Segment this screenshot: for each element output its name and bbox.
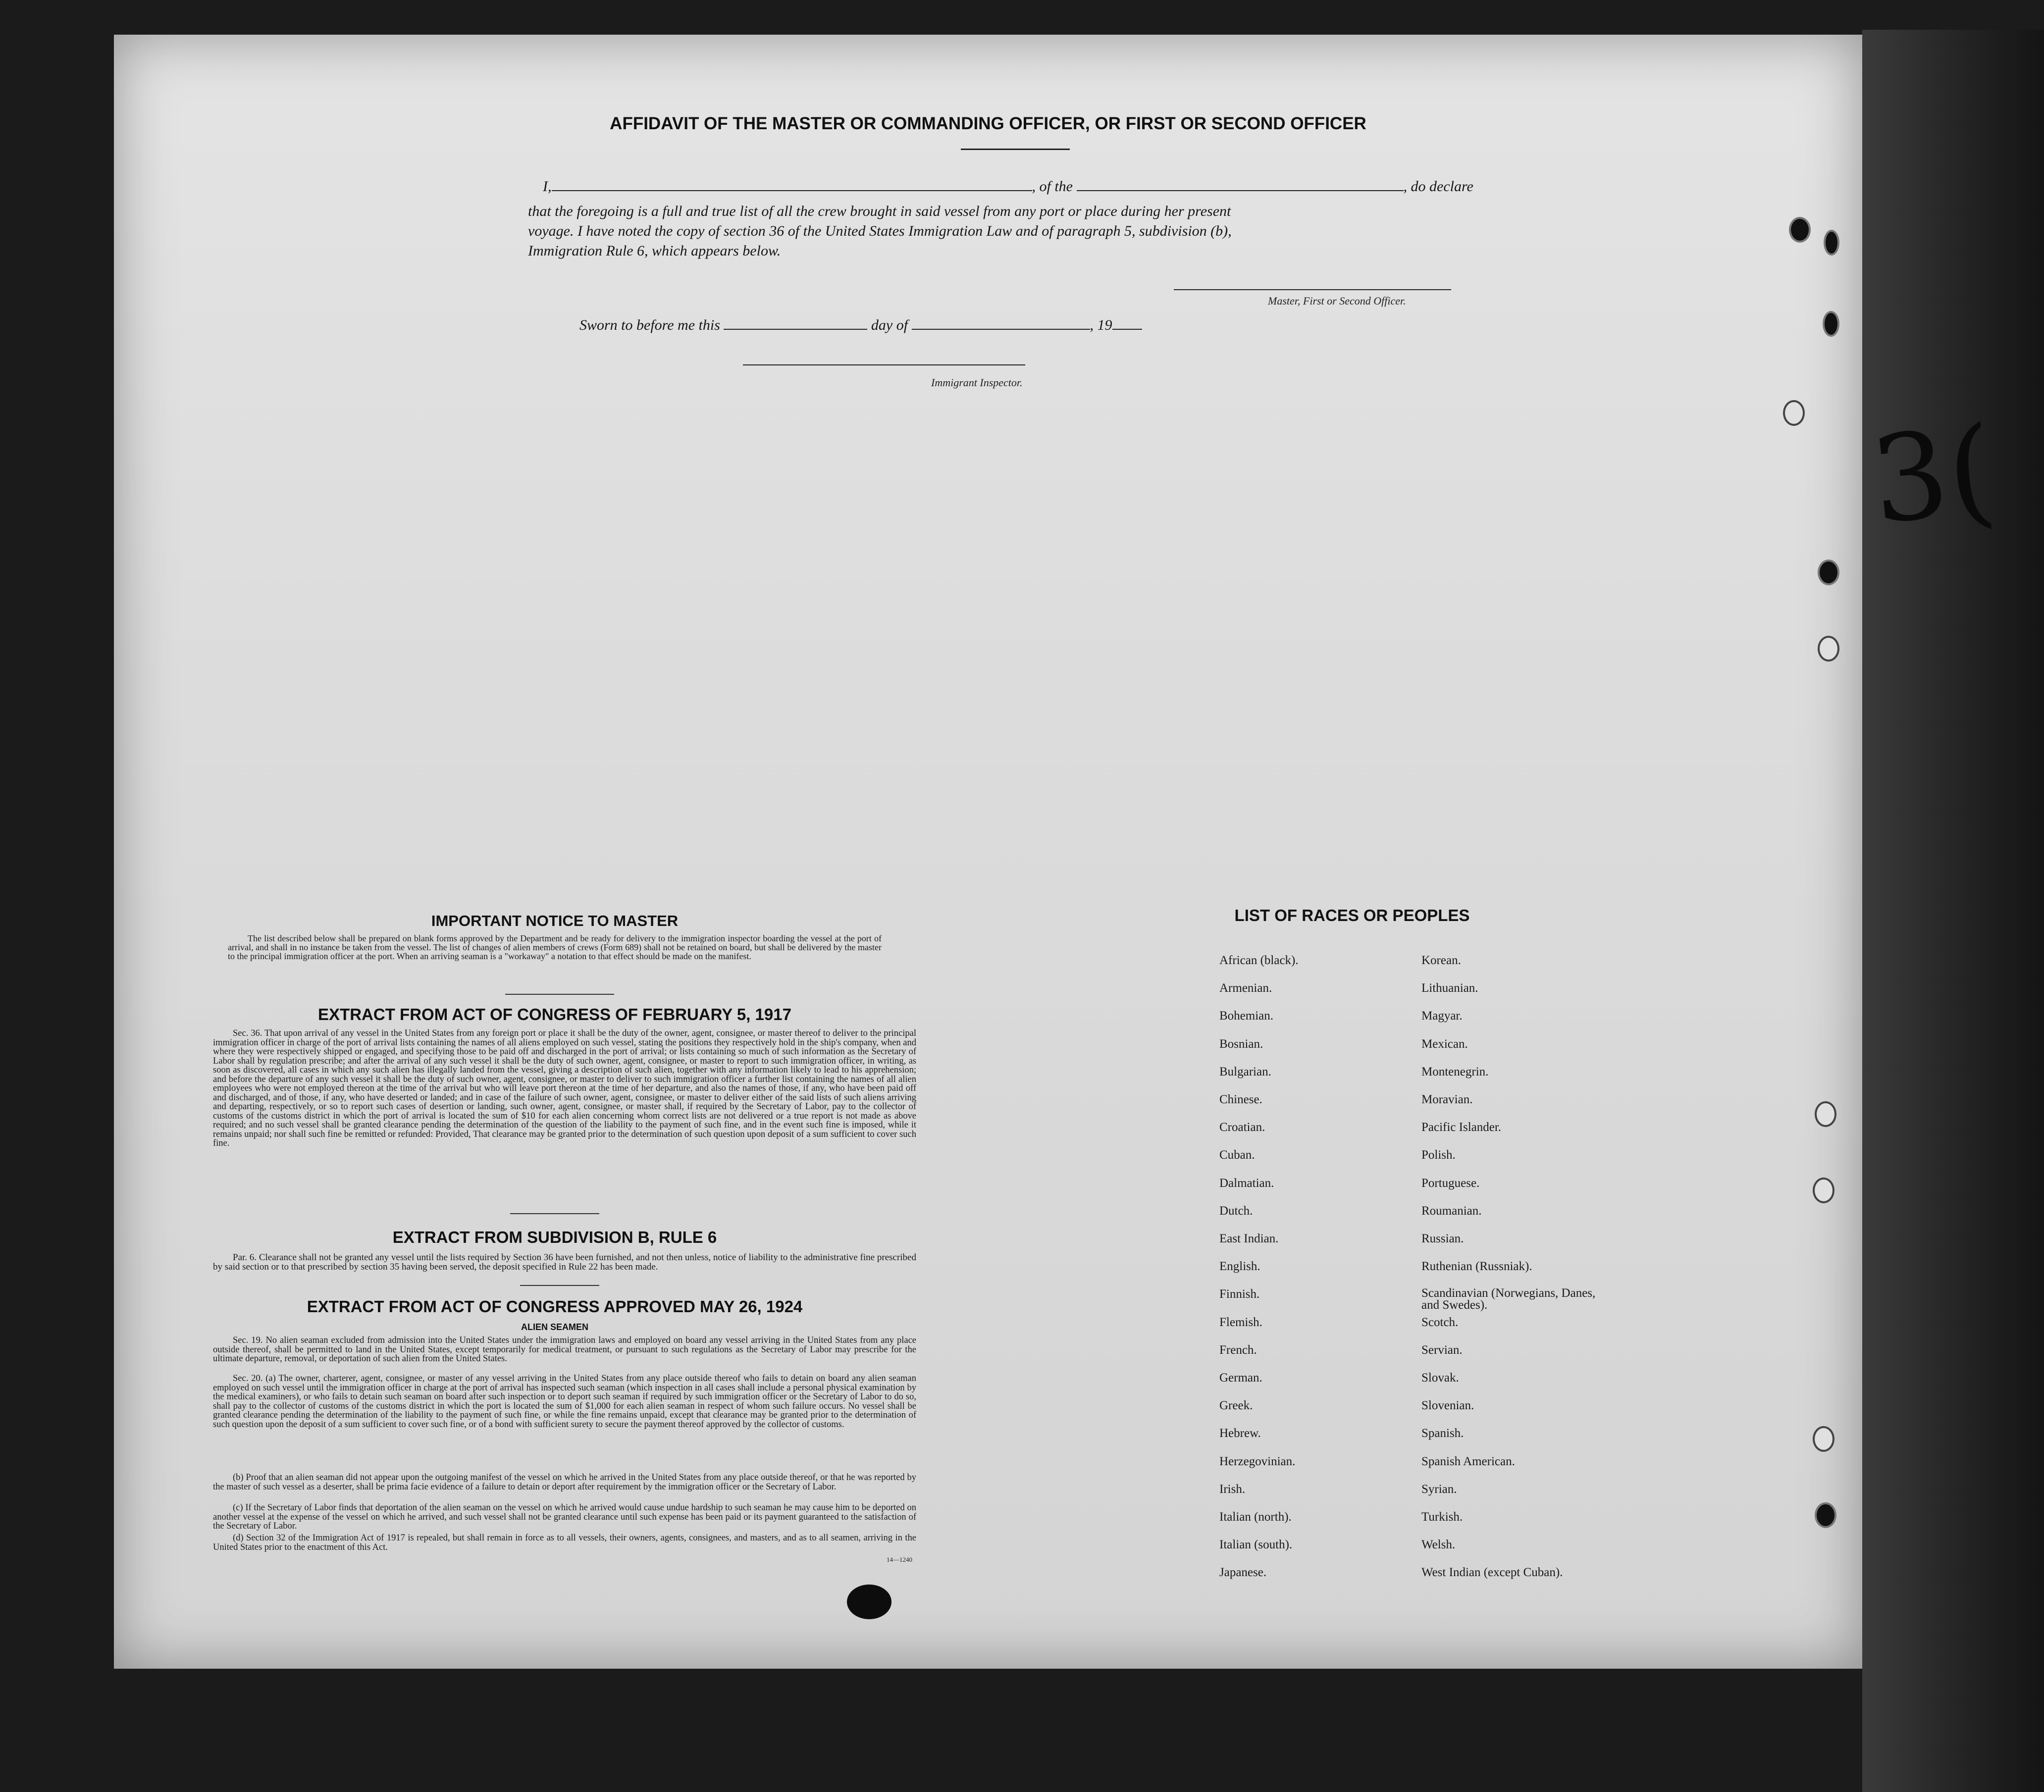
sec-19-text: Sec. 19. No alien seaman excluded from admission into the United States under the immigration laws and employed on board any vessel arriving in the United States from any place outside thereof, shall be permitted to land in the United States, except temporarily for medical treatment, or pursuant to such regulations as the Secretary of Labor may prescribe for the ultimate departure, removal, or deportation of such alien from the United States. bbox=[213, 1335, 916, 1364]
notice-rule bbox=[505, 994, 614, 995]
race-item: Armenian. bbox=[1219, 981, 1272, 995]
race-item: Magyar. bbox=[1421, 1009, 1463, 1023]
race-item: Portuguese. bbox=[1421, 1176, 1480, 1190]
race-item: Servian. bbox=[1421, 1343, 1463, 1357]
race-item: Slovenian. bbox=[1421, 1399, 1474, 1413]
race-item: Bosnian. bbox=[1219, 1037, 1263, 1051]
sworn-year-blank[interactable] bbox=[1112, 324, 1142, 330]
race-item: Greek. bbox=[1219, 1399, 1253, 1413]
race-item: Korean. bbox=[1421, 954, 1461, 967]
punch-hole bbox=[1813, 1426, 1834, 1452]
race-item: German. bbox=[1219, 1371, 1262, 1384]
punch-hole bbox=[1783, 400, 1805, 426]
race-item: Italian (south). bbox=[1219, 1538, 1293, 1552]
form-number: 14—1240 bbox=[887, 1556, 912, 1563]
affidavit-title: AFFIDAVIT OF THE MASTER OR COMMANDING OFFICER, OR FIRST OR SECOND OFFICER bbox=[610, 114, 1366, 133]
race-item: Cuban. bbox=[1219, 1148, 1255, 1162]
race-item: Dalmatian. bbox=[1219, 1176, 1274, 1190]
race-item: Finnish. bbox=[1219, 1287, 1260, 1301]
rule-6-text: Par. 6. Clearance shall not be granted any vessel until the lists required by Section 36 have been furnished, and not then unless, notice of liability to the administrative fine prescribed by said section or to that prescribed by section 35 having been served, the deposit specified in Rule 22 has been made. bbox=[213, 1252, 916, 1272]
race-item: Montenegrin. bbox=[1421, 1065, 1489, 1078]
alien-seamen-subtitle: ALIEN SEAMEN bbox=[521, 1322, 588, 1332]
punch-hole bbox=[1789, 217, 1811, 243]
race-item: Chinese. bbox=[1219, 1093, 1262, 1106]
punch-hole bbox=[1813, 1178, 1834, 1203]
race-item: English. bbox=[1219, 1260, 1260, 1274]
inspector-signature-line[interactable] bbox=[743, 364, 1025, 365]
sworn-line: Sworn to before me this day of , 19 bbox=[579, 317, 1142, 334]
extract-1924-title: EXTRACT FROM ACT OF CONGRESS APPROVED MAY 26, 1924 bbox=[307, 1297, 803, 1316]
race-item: Lithuanian. bbox=[1421, 981, 1478, 995]
ink-stain bbox=[847, 1585, 891, 1619]
affidavit-text-line-3: voyage. I have noted the copy of section 36 of the United States Immigration Law and of paragraph 5, subdivision (b), bbox=[528, 223, 1232, 239]
sec-20a-text: Sec. 20. (a) The owner, charterer, agent, consignee, or master of any vessel arriving in the United States from any place outside thereof who fails to detain on board any alien seaman employed on such vessel until the immigration officer in charge at the port of arrival has inspected such seaman (which inspection in all cases shall include a personal physical examination by the medical examiners), or who fails to detain such seaman on board after such inspection or to deport such seaman if required by such immigration officer or the Secretary of Labor to do so, shall pay to the collector of customs of the customs district in which the port is located the sum of $1,000 for each alien seaman in respect of whom such failure occurs. No vessel shall be granted clearance pending the determination of the liability to the payment of such fine, or while the fine remains unpaid, except that clearance may be granted prior to the determination of such question upon the deposit of a sum sufficient to cover such fine, or of a bond with sufficient surety to secure the payment thereof approved by the collector of customs. bbox=[213, 1374, 916, 1430]
race-item: Roumanian. bbox=[1421, 1204, 1482, 1218]
sec-20c-text: (c) If the Secretary of Labor finds that deportation of the alien seaman on the vessel on which he arrived would cause undue hardship to such seaman he may cause him to be deported on another vessel at the expense of the vessel on which he arrived, and such vessel shall not be granted clearance until such expense has been paid or its payment guaranteed to the satisfaction of the Secretary of Labor. bbox=[213, 1503, 916, 1531]
sworn-day-blank[interactable] bbox=[724, 324, 867, 330]
affidavit-declaration-line: I, , of the , do declare bbox=[543, 178, 1473, 195]
race-item: Scandinavian (Norwegians, Danes, and Swedes). bbox=[1421, 1286, 1596, 1312]
punch-hole bbox=[1818, 636, 1839, 662]
dark-background-edge bbox=[1862, 30, 2044, 1792]
race-item: Japanese. bbox=[1219, 1566, 1267, 1580]
punch-hole bbox=[1823, 311, 1839, 337]
race-item: Mexican. bbox=[1421, 1037, 1468, 1051]
punch-hole bbox=[1824, 230, 1839, 256]
inspector-signature-label: Immigrant Inspector. bbox=[931, 376, 1023, 389]
race-item: Spanish American. bbox=[1421, 1454, 1515, 1468]
race-item: Ruthenian (Russniak). bbox=[1421, 1260, 1532, 1274]
race-item: Polish. bbox=[1421, 1148, 1456, 1162]
race-item: Italian (north). bbox=[1219, 1510, 1292, 1524]
races-list-title: LIST OF RACES OR PEOPLES bbox=[1234, 906, 1470, 924]
race-item: Croatian. bbox=[1219, 1121, 1265, 1134]
punch-hole bbox=[1815, 1101, 1836, 1127]
extract-1917-rule bbox=[510, 1213, 599, 1214]
master-signature-label: Master, First or Second Officer. bbox=[1268, 295, 1406, 307]
manifest-page bbox=[114, 35, 1862, 1669]
vessel-blank[interactable] bbox=[1077, 185, 1404, 191]
race-item: Syrian. bbox=[1421, 1482, 1457, 1496]
handwritten-mark: 3( bbox=[1865, 400, 2001, 551]
sec-20d-text: (d) Section 32 of the Immigration Act of 1917 is repealed, but shall remain in force as to all vessels, their owners, agents, consignees, and masters, and as to all seamen, arriving in the United States prior to the enactment of this Act. bbox=[213, 1533, 916, 1552]
punch-hole bbox=[1818, 560, 1839, 585]
race-item: African (black). bbox=[1219, 954, 1299, 967]
race-item: Slovak. bbox=[1421, 1371, 1459, 1384]
rule-6-rule bbox=[520, 1285, 599, 1286]
sec-20b-text: (b) Proof that an alien seaman did not appear upon the outgoing manifest of the vessel on which he arrived in the United States from any place outside thereof, or that he was reported by the master of such vessel as a deserter, shall be prima facie evidence of a failure to detain or deport after requirement by the immigration officer or the Secretary of Labor. bbox=[213, 1473, 916, 1492]
race-item: Flemish. bbox=[1219, 1315, 1262, 1329]
race-item: French. bbox=[1219, 1343, 1257, 1357]
race-item: Hebrew. bbox=[1219, 1427, 1261, 1440]
sworn-month-blank[interactable] bbox=[912, 324, 1090, 330]
race-item: Irish. bbox=[1219, 1482, 1246, 1496]
affidavit-text-line-4: Immigration Rule 6, which appears below. bbox=[528, 243, 781, 259]
master-signature-line[interactable] bbox=[1174, 289, 1451, 290]
extract-1917-text: Sec. 36. That upon arrival of any vessel in the United States from any foreign port or place it shall be the duty of the owner, agent, consignee, or master thereof to deliver to the principal immigration officer in charge of the port of arrival lists containing the names of all aliens employed on such vessel, stating the positions they respectively hold in the ship's company, when and where they were respectively shipped or engaged, and specifying those to be paid off and discharged in the port of arrival; or lists containing so much of such information as the Secretary of Labor shall by regulation prescribe; and after the arrival of any such vessel it shall be the duty of such owner, agent, consignee, or master to report to such immigration officer, in writing, as soon as discovered, all cases in which any such alien has illegally landed from the vessel, giving a description of such alien, together with any information likely to lead to his apprehension; and before the departure of any such vessel it shall be the duty of such owner, agent, consignee, or master to deliver to such immigration officer a further list containing the names of all alien employees who were not employed thereon at the time of the arrival but who will leave port thereon at the time of her departure, and also the names of those, if any, who have been paid off and discharged, and of those, if any, who have deserted or landed; and in case of the failure of such owner, agent, consignee, or master to deliver either of the said lists of such aliens arriving and departing, respectively, or so to report such cases of desertion or landing, such owner, agent, consignee, or master shall, if required by the Secretary of Labor, pay to the collector of customs of the customs district in which the port of arrival is located the sum of $10 for each alien concerning whom correct lists are not delivered or a true report is not made as above required; and no such vessel shall be granted clearance pending the determination of the question of the liability to the payment of such fine, and in the event such fine is imposed, while it remains unpaid; nor shall such fine be remitted or refunded: Provided, That clearance may be granted prior to the determination of such question upon deposit of a sum sufficient to cover such fine. bbox=[213, 1028, 916, 1148]
race-item: Bohemian. bbox=[1219, 1009, 1274, 1023]
race-item: West Indian (except Cuban). bbox=[1421, 1566, 1563, 1580]
extract-1917-title: EXTRACT FROM ACT OF CONGRESS OF FEBRUARY 5, 1917 bbox=[318, 1005, 791, 1024]
title-rule bbox=[961, 149, 1070, 150]
race-item: Bulgarian. bbox=[1219, 1065, 1271, 1078]
race-item: Pacific Islander. bbox=[1421, 1121, 1502, 1134]
notice-text: The list described below shall be prepared on blank forms approved by the Department and be ready for delivery to the immigration inspector boarding the vessel at the port of arrival, and shall in no instance be taken from the vessel. The list of changes of alien members of crews (Form 689) shall not be retained on board, but shall be delivered by the master to the principal immigration officer at the port. When an arriving seaman is a "workaway" a notation to that effect should be made on the manifest. bbox=[228, 933, 882, 961]
race-item: Turkish. bbox=[1421, 1510, 1463, 1524]
race-item: Moravian. bbox=[1421, 1093, 1473, 1106]
race-item: Welsh. bbox=[1421, 1538, 1456, 1552]
race-item: Russian. bbox=[1421, 1232, 1464, 1245]
race-item: East Indian. bbox=[1219, 1232, 1279, 1245]
race-item: Herzegovinian. bbox=[1219, 1454, 1296, 1468]
race-item: Scotch. bbox=[1421, 1315, 1459, 1329]
race-item: Spanish. bbox=[1421, 1427, 1464, 1440]
notice-title: IMPORTANT NOTICE TO MASTER bbox=[431, 912, 679, 929]
affidavit-text-line-2: that the foregoing is a full and true list of all the crew brought in said vessel from any port or place during her present bbox=[528, 203, 1231, 219]
race-item: Dutch. bbox=[1219, 1204, 1253, 1218]
rule-6-title: EXTRACT FROM SUBDIVISION B, RULE 6 bbox=[392, 1228, 717, 1246]
name-blank[interactable] bbox=[552, 185, 1032, 191]
punch-hole bbox=[1815, 1502, 1836, 1528]
